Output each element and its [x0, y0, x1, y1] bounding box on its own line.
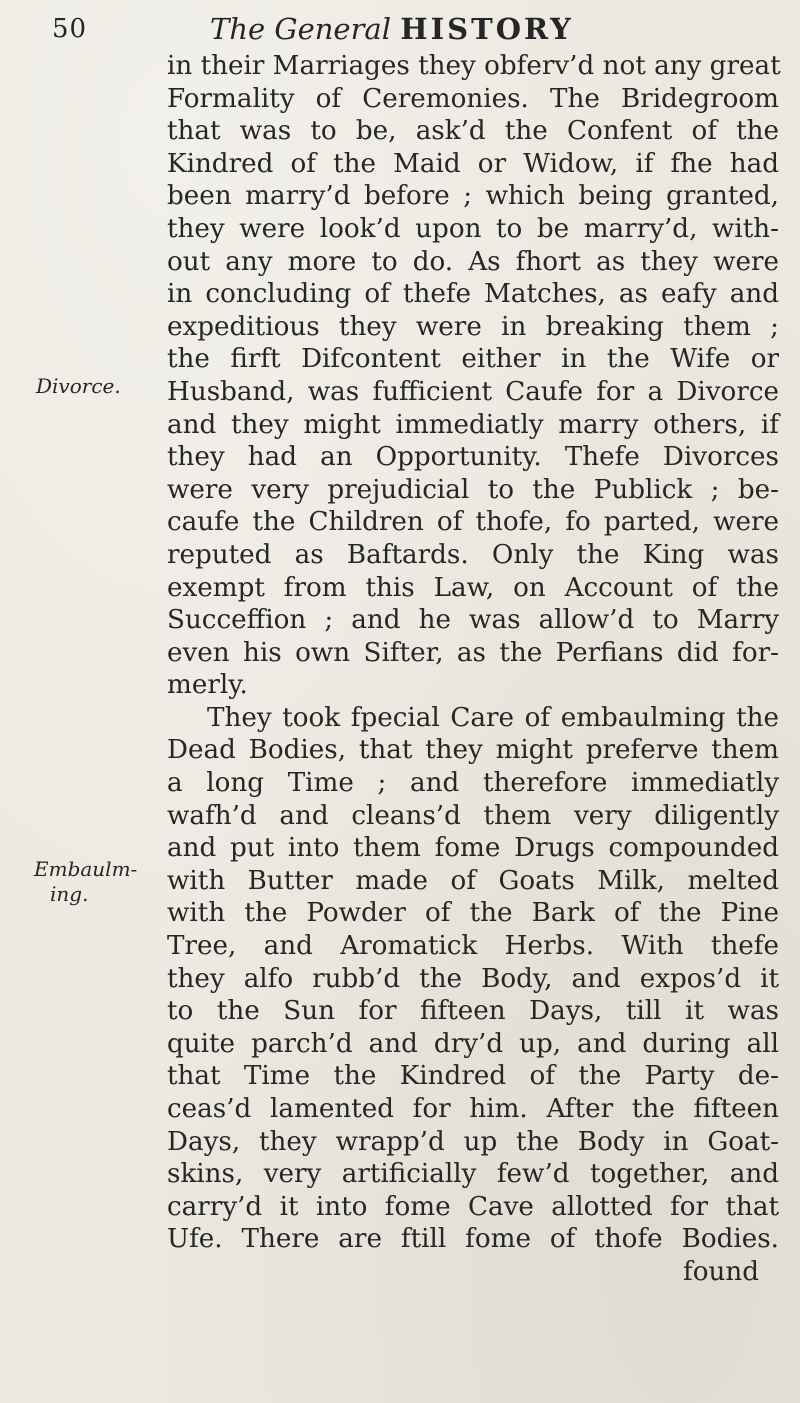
text-line: they had an Opportunity. Thefe Divorces: [167, 442, 779, 473]
text-line: and they might immediatly marry others, if: [167, 409, 779, 440]
text-line: with the Powder of the Bark of the Pine: [167, 898, 779, 929]
running-title-italic: The General: [210, 12, 391, 46]
text-line: they alfo rubb’d the Body, and expos’d it: [167, 963, 779, 994]
page-number: 50: [52, 14, 88, 44]
text-line: Husband, was fufficient Caufe for a Divorce: [167, 376, 779, 407]
text-line: even his own Sifter, as the Perfians did for-: [167, 637, 779, 668]
text-line: Tree, and Aromatick Herbs. With thefe: [167, 931, 779, 962]
text-line: Ufe. There are ftill fome of thofe Bodies.: [167, 1224, 779, 1255]
running-title: [210, 12, 574, 46]
text-line: Dead Bodies, that they might preferve them: [167, 735, 779, 766]
text-line: wafh’d and cleans’d them very diligently: [167, 800, 779, 831]
text-line: a long Time ; and therefore immediatly: [167, 768, 779, 799]
text-line: They took fpecial Care of embaulming the: [207, 702, 779, 733]
text-line: expeditious they were in breaking them ;: [167, 311, 779, 342]
text-line: skins, very artificially few’d together, and: [167, 1159, 779, 1190]
text-line: the firft Difcontent either in the Wife or: [167, 344, 779, 375]
text-line: caufe the Children of thofe, fo parted, were: [167, 507, 779, 538]
text-line: quite parch’d and dry’d up, and during all: [167, 1028, 779, 1059]
page-header: [0, 12, 800, 52]
text-line: out any more to do. As fhort as they were: [167, 246, 779, 277]
margin-note-divorce: Divorce.: [36, 374, 121, 398]
text-line: to the Sun for fifteen Days, till it was: [167, 996, 779, 1027]
text-line: and put into them fome Drugs compounded: [167, 833, 779, 864]
text-line: that was to be, ask’d the Confent of the: [167, 116, 779, 147]
text-line: been marry’d before ; which being granted,: [167, 181, 779, 212]
text-line: merly.: [167, 670, 248, 701]
text-line: ceas’d lamented for him. After the fifteen: [167, 1094, 779, 1124]
margin-note-embalming-cont: ing.: [50, 882, 89, 906]
text-line: in their Marriages they obferv’d not any great: [167, 51, 781, 81]
margin-note-embalming: Embaulm-: [34, 857, 138, 881]
text-line: Kindred of the Maid or Widow, if fhe had: [167, 148, 779, 179]
running-title-caps: HISTORY: [400, 12, 574, 46]
text-line: Days, they wrapp’d up the Body in Goat-: [167, 1126, 779, 1157]
text-line: with Butter made of Goats Milk, melted: [167, 865, 779, 896]
text-line: Formality of Ceremonies. The Bridegroom: [167, 83, 779, 114]
body-text: [167, 50, 779, 1289]
text-line: they were look’d upon to be marry’d, with-: [167, 213, 779, 244]
text-line: reputed as Baftards. Only the King was: [167, 539, 779, 570]
text-line: were very prejudicial to the Publick ; be-: [167, 474, 779, 505]
text-line: exempt from this Law, on Account of the: [167, 572, 779, 603]
text-line: that Time the Kindred of the Party de-: [167, 1061, 779, 1092]
text-line: in concluding of thefe Matches, as eafy and: [167, 279, 779, 310]
text-line: carry’d it into fome Cave allotted for that: [167, 1191, 779, 1222]
text-line: Succeffion ; and he was allow’d to Marry: [167, 605, 779, 636]
catchword: found: [683, 1256, 759, 1287]
